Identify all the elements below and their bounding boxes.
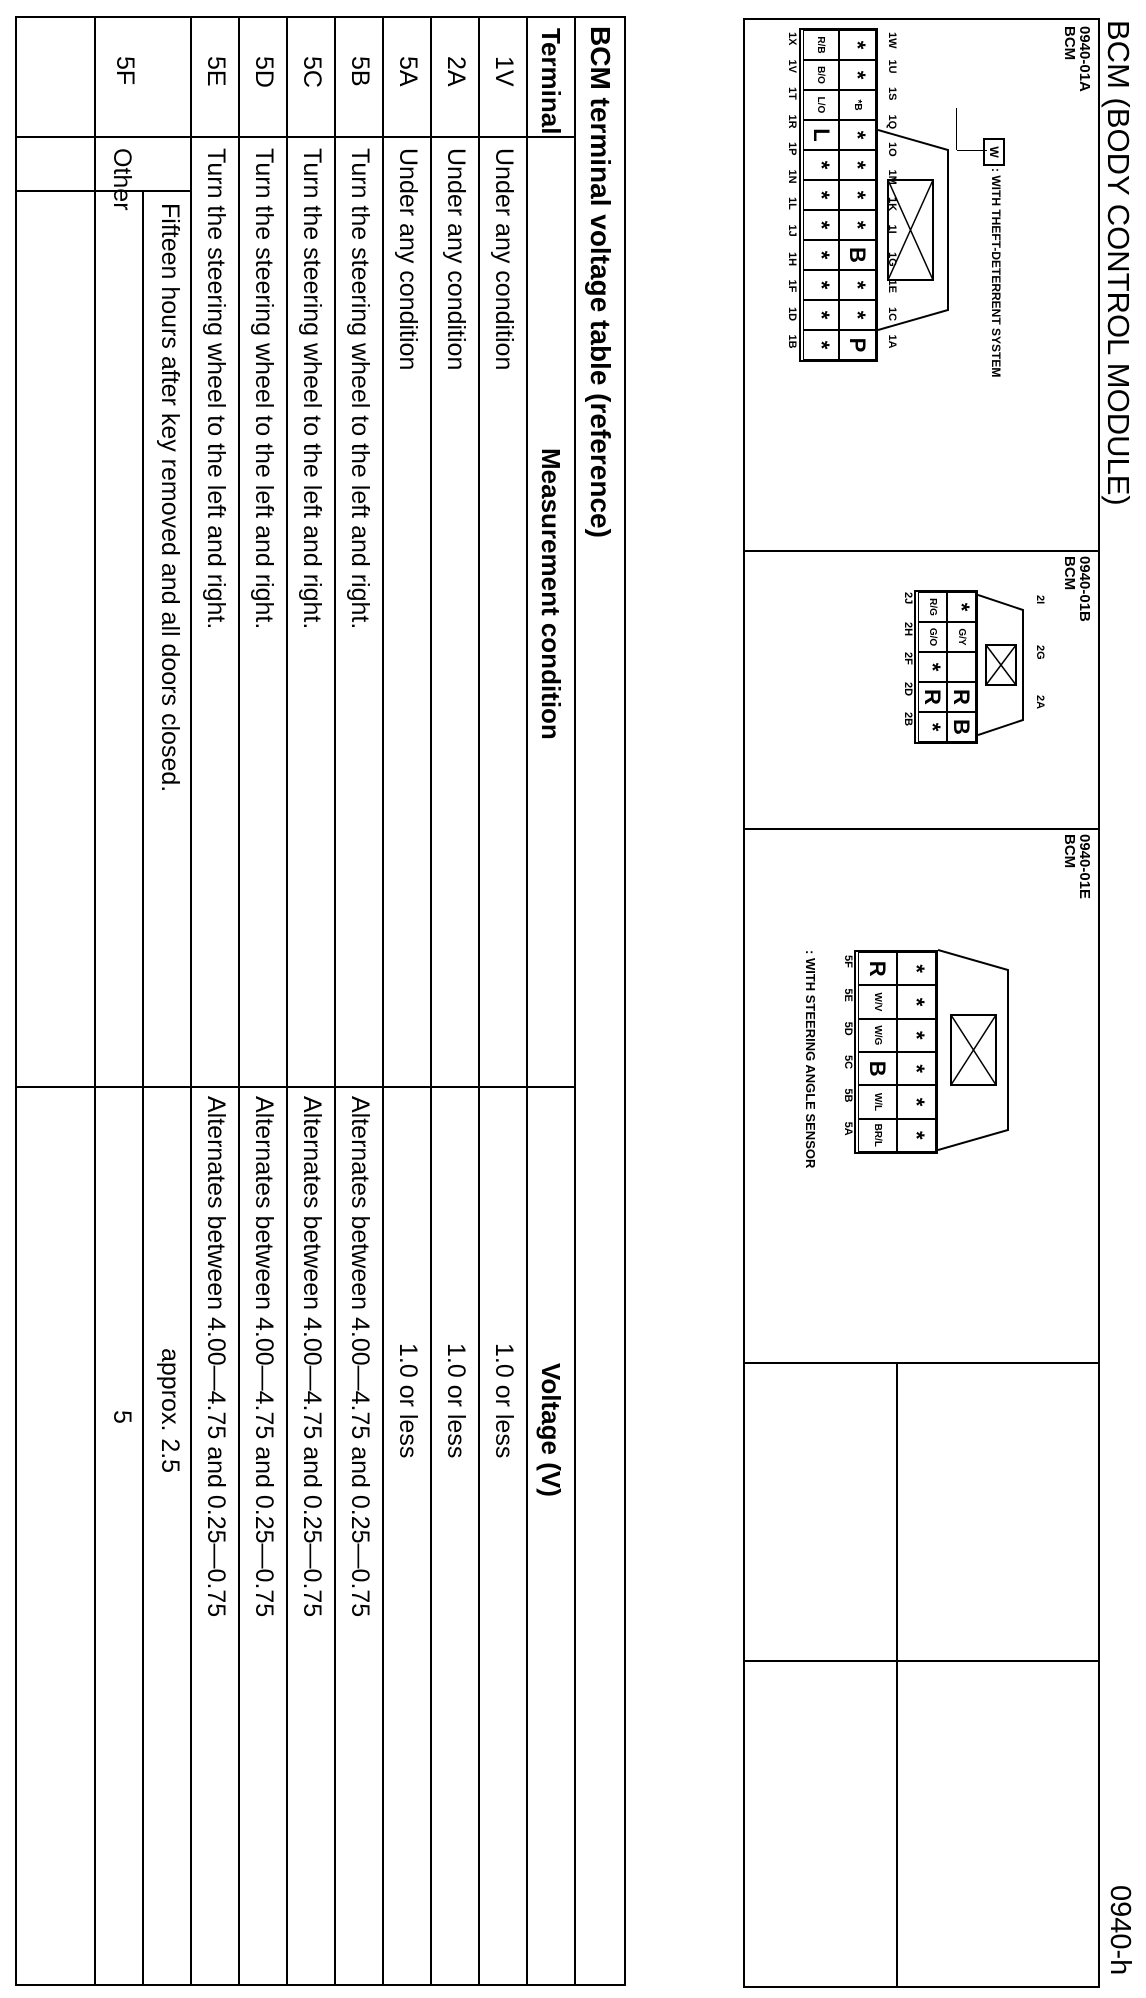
legend-leader xyxy=(957,150,987,151)
connector-cell: * xyxy=(803,270,839,300)
pin-label: 1I xyxy=(886,224,898,234)
cell-condition: Turn the steering wheel to the left and right. xyxy=(346,148,374,630)
connector-cell: * xyxy=(839,210,876,240)
row-divider xyxy=(478,18,480,1984)
pin-label: 2H xyxy=(902,622,914,637)
cell-terminal: 5B xyxy=(346,56,374,87)
cell-condition: Turn the steering wheel to the left and right. xyxy=(250,148,278,630)
cell-voltage: Alternates between 4.00—4.75 and 0.25—0.75 xyxy=(202,1096,230,1618)
pin-label: 1E xyxy=(886,279,898,293)
connector-cell: * xyxy=(839,120,876,150)
connector-cell: B/O xyxy=(803,60,839,90)
panel-divider xyxy=(745,828,1098,830)
connector-cell: * xyxy=(803,210,839,240)
panel-divider xyxy=(896,1362,898,1988)
pin-label: 1A xyxy=(886,334,898,349)
connector-cell: * xyxy=(803,330,839,360)
header-voltage: Voltage (V) xyxy=(536,1363,566,1497)
connector-cell: BR/L xyxy=(858,1119,897,1152)
cell-voltage: Alternates between 4.00—4.75 and 0.25—0.75 xyxy=(298,1096,326,1618)
table-title: BCM terminal voltage table (reference) xyxy=(585,26,616,538)
connector-e-code: 0940-01E xyxy=(1076,834,1093,900)
connector-cell: * xyxy=(897,1085,936,1118)
pin-label: 1R xyxy=(786,114,798,129)
connector-cell: B xyxy=(858,1052,897,1085)
pin-label: 1B xyxy=(786,334,798,349)
pin-label: 2I xyxy=(1034,595,1046,605)
pin-label: 1D xyxy=(786,307,798,322)
cell-voltage: 1.0 or less xyxy=(490,1343,518,1459)
connector-cell: R/B xyxy=(803,30,839,60)
connector-cell: * xyxy=(897,985,936,1018)
panel-divider xyxy=(745,1660,1098,1662)
panel-divider xyxy=(745,1362,1098,1364)
cell-condition: Under any condition xyxy=(490,148,518,371)
connector-cell: W/G xyxy=(858,1019,897,1052)
connector-cell: * xyxy=(897,1119,936,1152)
pin-label: 2A xyxy=(1034,695,1046,710)
cell-voltage: Alternates between 4.00—4.75 and 0.25—0.75 xyxy=(250,1096,278,1618)
connector-cell: * xyxy=(947,592,976,622)
connector-cell: * xyxy=(918,712,947,742)
pin-label: 1V xyxy=(786,59,798,73)
row-divider xyxy=(238,18,240,1984)
cell-terminal: 5C xyxy=(298,56,326,88)
connector-cell: R xyxy=(918,682,947,712)
cell-voltage: 5 xyxy=(108,1410,136,1424)
connector-cell: * xyxy=(803,240,839,270)
connector-cell: * xyxy=(839,150,876,180)
pin-label: 1X xyxy=(786,32,798,46)
pin-label: 1T xyxy=(786,87,798,100)
connector-a-code: 0940-01A xyxy=(1076,26,1093,92)
connector-cell: G/O xyxy=(918,622,947,652)
connector-cell: *B xyxy=(839,90,876,120)
connector-panel xyxy=(743,18,1100,1988)
connector-b-code: 0940-01B xyxy=(1076,556,1093,622)
cell-condition: Other xyxy=(108,148,136,211)
row-divider xyxy=(574,18,576,1984)
row-divider xyxy=(334,18,336,1984)
connector-cell: W/V xyxy=(858,985,897,1018)
col-divider xyxy=(17,1086,576,1088)
pin-label: 2F xyxy=(902,652,914,665)
pin-label: 2G xyxy=(1034,645,1046,660)
legend-steering-text: : WITH STEERING ANGLE SENSOR xyxy=(803,950,818,1169)
pin-label: 2D xyxy=(902,682,914,697)
cell-terminal: 5A xyxy=(394,56,422,87)
pin-label: 2J xyxy=(902,592,914,605)
pin-label: 1O xyxy=(886,142,898,157)
connector-cell: * xyxy=(803,180,839,210)
pin-label: 1S xyxy=(886,87,898,101)
row-divider xyxy=(190,18,192,1984)
pin-label: 5F xyxy=(842,955,854,968)
page-code: 0940-h xyxy=(1104,1885,1136,1976)
connector-b-name: BCM xyxy=(1061,556,1078,591)
cell-condition: Turn the steering wheel to the left and right. xyxy=(202,148,230,630)
col-divider xyxy=(17,136,576,138)
cell-voltage: 1.0 or less xyxy=(394,1343,422,1459)
legend-w-text: : WITH THEFT-DETERRENT SYSTEM xyxy=(989,168,1003,378)
connector-cell: * xyxy=(803,150,839,180)
pin-label: 1G xyxy=(886,252,898,267)
pin-label: 2B xyxy=(902,712,914,727)
connector-cell: * xyxy=(839,180,876,210)
connector-cell: * xyxy=(897,1052,936,1085)
connector-b-latch xyxy=(978,590,1028,740)
connector-cell: * xyxy=(839,300,876,330)
connector-e-latch xyxy=(938,940,1018,1160)
connector-cell: B xyxy=(947,712,976,742)
connector-cell: W/L xyxy=(858,1085,897,1118)
connector-a-name: BCM xyxy=(1061,26,1078,61)
row-divider xyxy=(142,190,144,1986)
pin-label: 1Q xyxy=(886,114,898,130)
cell-condition: Under any condition xyxy=(394,148,422,371)
connector-e xyxy=(854,950,938,1154)
pin-label: 1N xyxy=(786,169,798,184)
connector-cell: * xyxy=(839,270,876,300)
pin-label: 1H xyxy=(786,252,798,267)
connector-cell: L xyxy=(803,120,839,150)
connector-b xyxy=(914,590,978,744)
row-divider xyxy=(526,18,528,1984)
header-condition: Measurement condition xyxy=(536,448,566,740)
cell-condition: Fifteen hours after key removed and all doors closed. xyxy=(156,203,184,793)
pin-label: 5E xyxy=(842,988,854,1002)
col-divider xyxy=(17,190,192,192)
cell-terminal: 5F xyxy=(111,56,139,86)
connector-cell: R xyxy=(947,682,976,712)
row-divider xyxy=(382,18,384,1984)
cell-voltage: approx. 2.5 xyxy=(156,1348,184,1474)
page-title: BCM (BODY CONTROL MODULE) xyxy=(1101,20,1136,506)
connector-cell: R xyxy=(858,952,897,985)
connector-cell: * xyxy=(839,60,876,90)
voltage-table xyxy=(15,16,626,1986)
row-divider xyxy=(430,18,432,1984)
connector-cell: * xyxy=(918,652,947,682)
cell-terminal: 2A xyxy=(442,56,470,87)
pin-label: 1P xyxy=(786,142,798,156)
cell-condition: Turn the steering wheel to the left and right. xyxy=(298,148,326,630)
row-divider xyxy=(94,18,96,1984)
pin-label: 5B xyxy=(842,1088,854,1103)
pin-label: 1L xyxy=(786,197,798,210)
pin-label: 1M xyxy=(886,169,898,185)
pin-label: 5D xyxy=(842,1021,854,1036)
connector-cell: R/G xyxy=(918,592,947,622)
cell-condition: Under any condition xyxy=(442,148,470,371)
cell-terminal: 5E xyxy=(202,56,230,87)
connector-cell: G/Y xyxy=(947,622,976,652)
cell-terminal: 1V xyxy=(490,56,518,87)
connector-cell xyxy=(947,652,976,682)
pin-label: 5C xyxy=(842,1055,854,1070)
cell-voltage: Alternates between 4.00—4.75 and 0.25—0.75 xyxy=(346,1096,374,1618)
connector-cell: B xyxy=(839,240,876,270)
legend-w-box: W xyxy=(983,138,1005,166)
cell-terminal: 5D xyxy=(250,56,278,88)
connector-cell: * xyxy=(897,952,936,985)
connector-cell: L/O xyxy=(803,90,839,120)
connector-e-name: BCM xyxy=(1061,834,1078,869)
header-terminal: Terminal xyxy=(536,28,566,135)
pin-label: 1J xyxy=(786,224,798,237)
connector-cell: * xyxy=(897,1019,936,1052)
pin-label: 1W xyxy=(886,32,898,49)
pin-label: 1U xyxy=(886,59,898,74)
connector-a xyxy=(799,28,878,362)
connector-cell: P xyxy=(839,330,876,360)
connector-cell: * xyxy=(803,300,839,330)
connector-cell: * xyxy=(839,30,876,60)
cell-voltage: 1.0 or less xyxy=(442,1343,470,1459)
pin-label: 1K xyxy=(886,197,898,212)
pin-label: 1F xyxy=(786,279,798,293)
pin-label: 5A xyxy=(842,1121,854,1136)
panel-divider xyxy=(745,550,1098,552)
row-divider xyxy=(286,18,288,1984)
pin-label: 1C xyxy=(886,307,898,322)
